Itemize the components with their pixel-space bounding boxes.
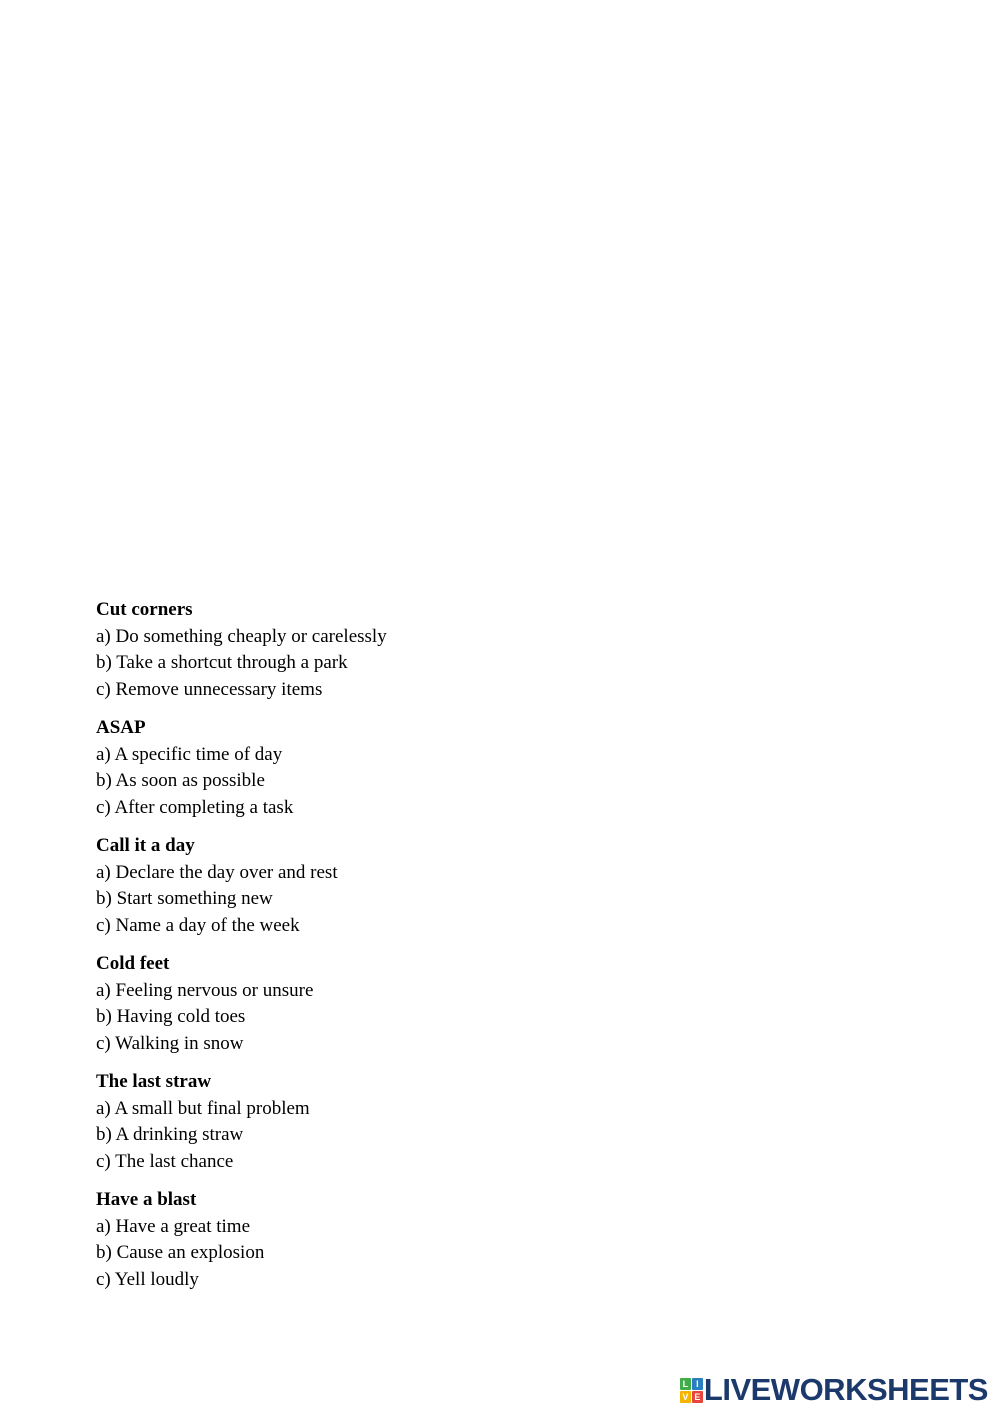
logo-mark-cell: V [680, 1391, 691, 1403]
option-b: b) Having cold toes [96, 1006, 246, 1027]
question-title: ASAP [96, 717, 146, 738]
question-1 [96, 597, 696, 703]
option-c: c) Yell loudly [96, 1268, 199, 1290]
option-a: a) Do something cheaply or carelessly [96, 625, 387, 647]
question-title: The last straw [96, 1071, 212, 1092]
logo-mark-cell: I [692, 1378, 703, 1390]
option-c: c) After completing a task [96, 796, 294, 818]
logo-text: LIVEWORKSHEETS [703, 1372, 988, 1407]
question-title: Call it a day [96, 835, 195, 856]
option-b: b) A drinking straw [96, 1124, 244, 1145]
question-4 [96, 951, 696, 1057]
option-a: a) Declare the day over and rest [96, 861, 338, 883]
question-title: Have a blast [96, 1189, 197, 1210]
option-c: c) Walking in snow [96, 1032, 244, 1054]
option-b: b) Start something new [96, 888, 273, 909]
question-6 [96, 1187, 696, 1293]
question-5 [96, 1069, 696, 1175]
option-a: a) Have a great time [96, 1215, 251, 1237]
option-b: b) Cause an explosion [96, 1242, 265, 1263]
option-a: a) A specific time of day [96, 743, 283, 765]
logo-mark-cell: L [680, 1378, 691, 1390]
liveworksheets-logo-icon [680, 1378, 702, 1402]
option-c: c) Remove unnecessary items [96, 678, 323, 700]
option-c: c) The last chance [96, 1150, 234, 1172]
option-b: b) Take a shortcut through a park [96, 652, 348, 673]
quiz-section [96, 597, 696, 1305]
logo-mark-cell: E [692, 1391, 703, 1403]
question-title: Cold feet [96, 953, 170, 974]
option-c: c) Name a day of the week [96, 914, 300, 936]
option-a: a) A small but final problem [96, 1097, 310, 1119]
question-3 [96, 833, 696, 939]
liveworksheets-logo [680, 1372, 988, 1408]
option-b: b) As soon as possible [96, 770, 265, 791]
question-title: Cut corners [96, 599, 193, 620]
question-2 [96, 715, 696, 821]
option-a: a) Feeling nervous or unsure [96, 979, 314, 1001]
